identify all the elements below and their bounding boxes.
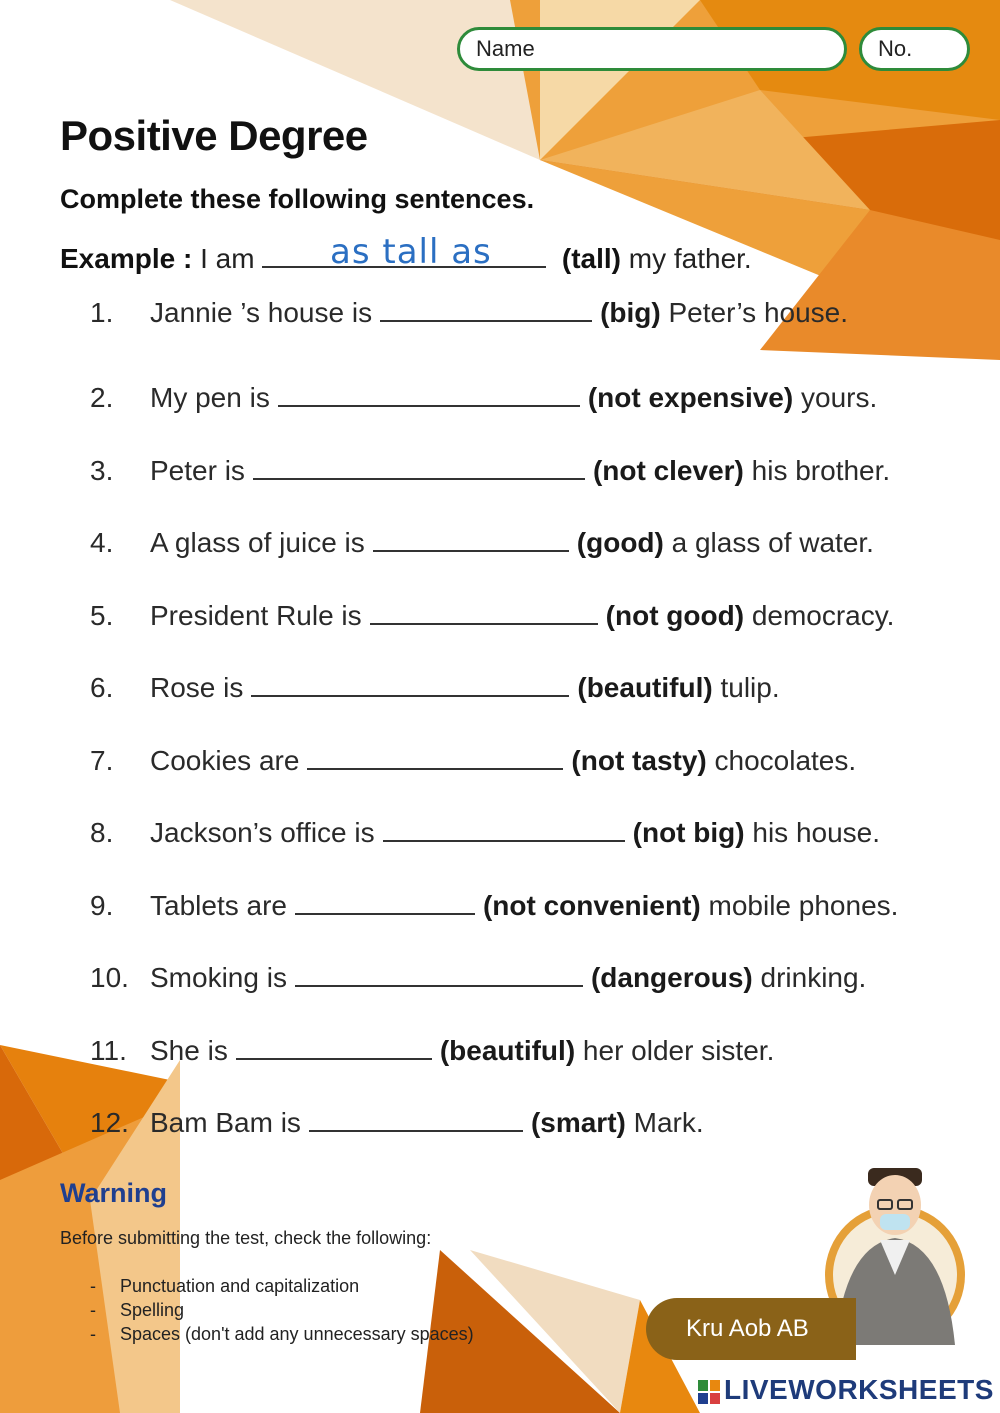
- answer-blank[interactable]: [383, 812, 625, 842]
- question-text-after: democracy.: [751, 600, 895, 631]
- answer-blank[interactable]: [253, 450, 585, 480]
- question-number: 7.: [90, 745, 114, 776]
- question-text-after: mobile phones.: [708, 890, 899, 921]
- question-hint: (beautiful): [577, 672, 713, 703]
- answer-blank[interactable]: [370, 595, 598, 625]
- answer-blank[interactable]: [295, 957, 583, 987]
- question-text-before: Rose is: [150, 672, 244, 703]
- question-text-before: Smoking is: [150, 962, 287, 993]
- example-after: my father.: [628, 243, 752, 274]
- question-row: [90, 885, 898, 922]
- question-hint: (not good): [605, 600, 745, 631]
- number-label: No.: [878, 36, 913, 61]
- question-row: [90, 377, 877, 414]
- answer-blank[interactable]: [251, 667, 569, 697]
- warning-item: - Punctuation and capitalization: [90, 1276, 360, 1296]
- answer-blank[interactable]: [309, 1102, 523, 1132]
- brand-text: LIVEWORKSHEETS: [724, 1374, 994, 1405]
- question-text-before: President Rule is: [150, 600, 362, 631]
- question-row: [90, 595, 894, 632]
- liveworksheets-icon: [698, 1380, 720, 1404]
- answer-blank[interactable]: [295, 885, 475, 915]
- example-before: I am: [200, 243, 255, 274]
- example-answer: as tall as: [330, 232, 492, 272]
- question-row: [90, 450, 890, 487]
- question-row: [90, 292, 848, 329]
- question-number: 10.: [90, 962, 129, 993]
- question-hint: (not clever): [592, 455, 744, 486]
- question-number: 3.: [90, 455, 114, 486]
- example-hint: (tall): [561, 243, 621, 274]
- question-text-after: Mark.: [633, 1107, 704, 1138]
- question-hint: (not big): [632, 817, 745, 848]
- question-number: 9.: [90, 890, 114, 921]
- question-hint: (smart): [530, 1107, 626, 1138]
- question-number: 6.: [90, 672, 114, 703]
- answer-blank[interactable]: [380, 292, 592, 322]
- warning-text: Before submitting the test, check the following:: [60, 1228, 432, 1248]
- question-hint: (dangerous): [590, 962, 753, 993]
- name-label: Name: [476, 36, 535, 61]
- question-text-after: a glass of water.: [671, 527, 874, 558]
- question-text-before: Bam Bam is: [150, 1107, 301, 1138]
- question-hint: (good): [576, 527, 664, 558]
- question-text-after: tulip.: [720, 672, 780, 703]
- question-text-after: yours.: [801, 382, 878, 413]
- answer-blank[interactable]: [236, 1030, 432, 1060]
- answer-blank[interactable]: [307, 740, 563, 770]
- number-field[interactable]: [859, 27, 970, 71]
- question-text-after: his brother.: [751, 455, 891, 486]
- question-number: 2.: [90, 382, 114, 413]
- instruction: Complete these following sentences.: [60, 184, 535, 214]
- question-number: 5.: [90, 600, 114, 631]
- question-number: 4.: [90, 527, 114, 558]
- question-text-before: Jannie ’s house is: [150, 297, 373, 328]
- question-row: [90, 740, 856, 777]
- question-row: [90, 957, 866, 994]
- question-row: [90, 1102, 704, 1139]
- warning-list: [90, 1276, 474, 1348]
- question-text-before: Jackson’s office is: [150, 817, 375, 848]
- question-hint: (not expensive): [587, 382, 794, 413]
- question-hint: (not convenient): [482, 890, 701, 921]
- question-text-before: My pen is: [150, 382, 270, 413]
- question-text-after: her older sister.: [582, 1035, 775, 1066]
- question-text-after: chocolates.: [714, 745, 857, 776]
- name-field[interactable]: [457, 27, 847, 71]
- question-text-before: Tablets are: [150, 890, 287, 921]
- answer-blank[interactable]: [373, 522, 569, 552]
- question-text-before: She is: [150, 1035, 228, 1066]
- question-row: [90, 812, 880, 849]
- answer-blank[interactable]: [278, 377, 580, 407]
- question-hint: (beautiful): [439, 1035, 576, 1066]
- warning-title: Warning: [60, 1178, 167, 1208]
- question-number: 8.: [90, 817, 114, 848]
- question-number: 1.: [90, 297, 114, 328]
- question-row: [90, 522, 874, 559]
- question-text-before: Cookies are: [150, 745, 300, 776]
- question-hint: (big): [600, 297, 661, 328]
- question-text-after: Peter’s house.: [668, 297, 849, 328]
- warning-item: - Spelling: [90, 1300, 185, 1320]
- question-row: [90, 667, 780, 704]
- question-row: [90, 1030, 774, 1067]
- question-text-after: drinking.: [760, 962, 867, 993]
- question-text-before: Peter is: [150, 455, 245, 486]
- question-hint: (not tasty): [571, 745, 707, 776]
- example-label: Example :: [60, 243, 193, 274]
- question-text-after: his house.: [752, 817, 881, 848]
- question-number: 11.: [90, 1035, 127, 1066]
- teacher-badge: Kru Aob AB: [646, 1298, 856, 1360]
- warning-item: - Spaces (don't add any unnecessary spaces): [90, 1324, 474, 1344]
- question-number: 12.: [90, 1107, 129, 1138]
- page-title: Positive Degree: [60, 112, 368, 159]
- liveworksheets-logo[interactable]: [698, 1374, 994, 1406]
- question-text-before: A glass of juice is: [150, 527, 365, 558]
